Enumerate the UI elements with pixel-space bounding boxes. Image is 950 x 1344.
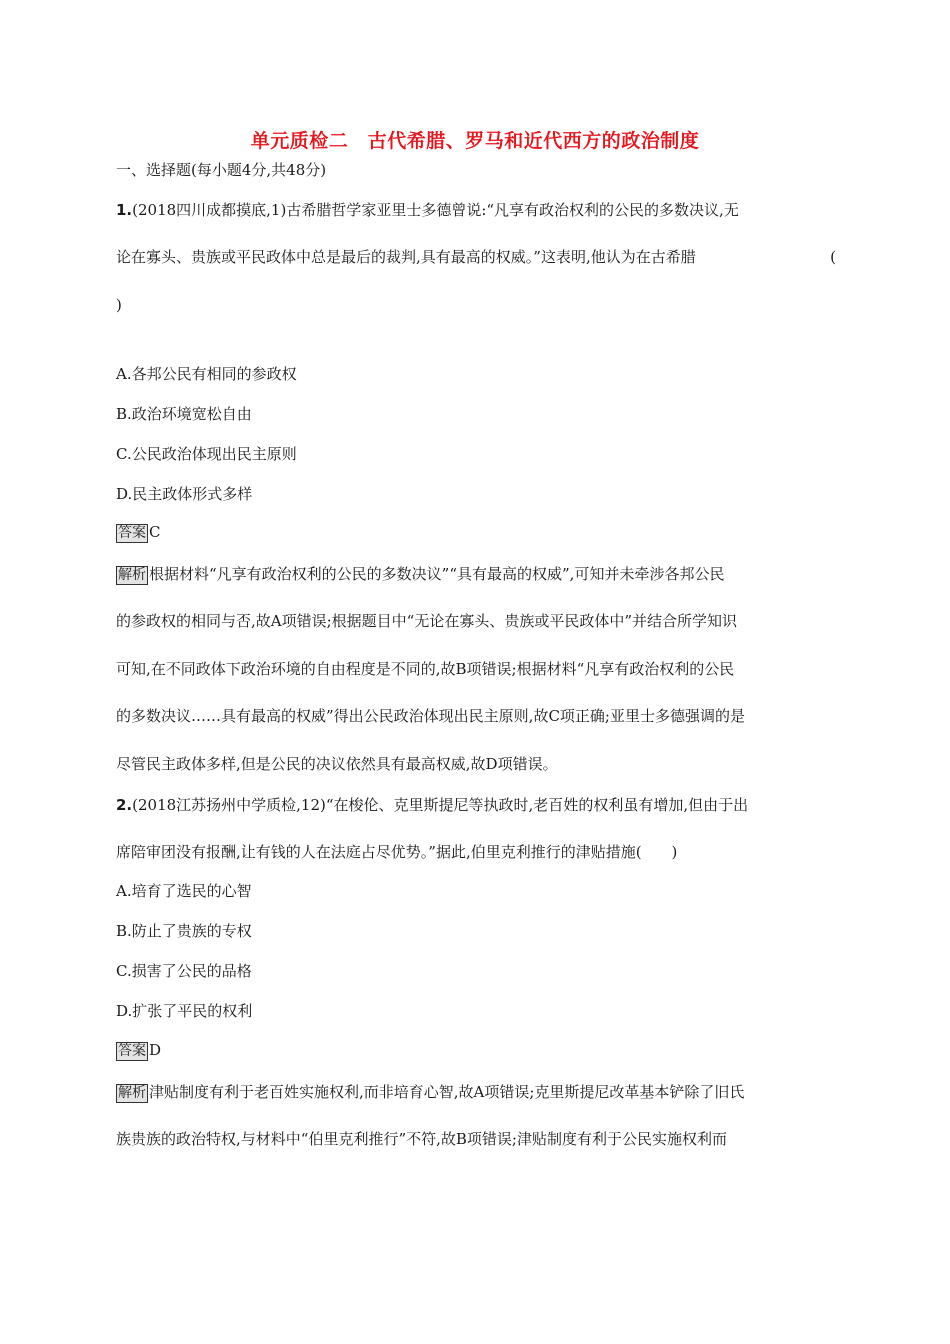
q2-option-c: C.损害了公民的品格	[116, 962, 252, 980]
answer-tag: 答案	[118, 1043, 146, 1059]
q1-stem-line-2	[116, 247, 836, 267]
q1-number: 1.	[116, 201, 133, 219]
q2-analysis-line-2: 族贵族的政治特权,与材料中“伯里克利推行”不符,故B项错误;津贴制度有利于公民实施权利而	[116, 1130, 727, 1148]
analysis-tag: 解析	[118, 567, 146, 583]
q2-answer-row	[116, 1040, 836, 1061]
q1-option-b: B.政治环境宽松自由	[116, 405, 252, 423]
q2-analysis-text-1: 津贴制度有利于老百姓实施权利,而非培育心智,故A项错误;克里斯提尼改革基本铲除了旧氏	[149, 1083, 745, 1101]
q1-answer-value: C	[149, 523, 161, 541]
q2-answer-value: D	[149, 1041, 162, 1059]
q2-option-d: D.扩张了平民的权利	[116, 1002, 253, 1020]
q1-analysis-line-2: 的参政权的相同与否,故A项错误;根据题目中“无论在寡头、贵族或平民政体中”并结合所学知识	[116, 612, 737, 630]
q1-analysis-line-1	[116, 564, 836, 585]
q1-option-d: D.民主政体形式多样	[116, 485, 253, 503]
analysis-tag: 解析	[118, 1085, 146, 1101]
section-heading: 一、选择题(每小题4分,共48分)	[116, 161, 327, 179]
q1-paren-open: (	[830, 248, 836, 266]
q2-number: 2.	[116, 796, 133, 814]
answer-tag: 答案	[118, 525, 146, 541]
q1-paren-close: )	[116, 296, 122, 314]
q1-stem-text-2: 论在寡头、贵族或平民政体中总是最后的裁判,具有最高的权威。”这表明,他认为在古希腊	[116, 248, 696, 266]
q2-option-a: A.培育了选民的心智	[116, 882, 252, 900]
q1-option-c: C.公民政治体现出民主原则	[116, 445, 297, 463]
page-title: 单元质检二 古代希腊、罗马和近代西方的政治制度	[250, 130, 700, 152]
q1-stem-line-1	[116, 200, 836, 220]
q2-option-b: B.防止了贵族的专权	[116, 922, 252, 940]
q1-analysis-text-1: 根据材料“凡享有政治权利的公民的多数决议”“具有最高的权威”,可知并未牵涉各邦公民	[149, 565, 725, 583]
q1-answer-row	[116, 522, 836, 543]
q1-analysis-line-5: 尽管民主政体多样,但是公民的决议依然具有最高权威,故D项错误。	[116, 755, 558, 773]
q2-stem-line-2: 席陪审团没有报酬,让有钱的人在法庭占尽优势。”据此,伯里克利推行的津贴措施( )	[116, 843, 678, 861]
q2-analysis-line-1	[116, 1082, 836, 1103]
q1-analysis-line-3: 可知,在不同政体下政治环境的自由程度是不同的,故B项错误;根据材料“凡享有政治权利的公民	[116, 660, 735, 678]
q1-option-a: A.各邦公民有相同的参政权	[116, 365, 297, 383]
q1-stem-text-1: (2018四川成都摸底,1)古希腊哲学家亚里士多德曾说:“凡享有政治权利的公民的多数决议,无	[132, 201, 739, 219]
q2-stem-line-1	[116, 795, 836, 815]
q1-analysis-line-4: 的多数决议……具有最高的权威”得出公民政治体现出民主原则,故C项正确;亚里士多德强调的是	[116, 707, 745, 725]
q2-stem-text-1: (2018江苏扬州中学质检,12)“在梭伦、克里斯提尼等执政时,老百姓的权利虽有增加,但由于出	[132, 796, 749, 814]
